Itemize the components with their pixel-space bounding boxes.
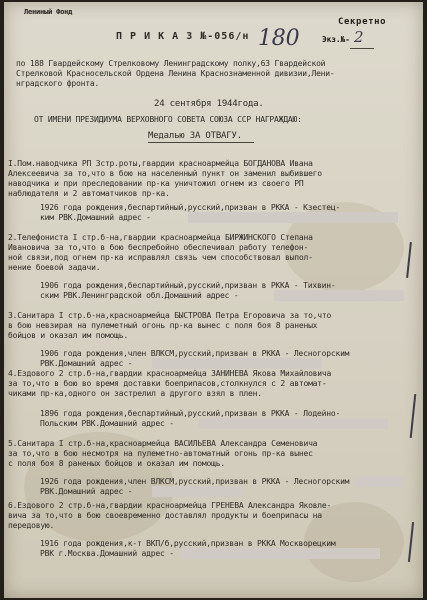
entry-bio-line: РВК г.Москва.Домашний адрес - <box>40 549 174 558</box>
redacted-address <box>152 486 242 497</box>
preamble-line: нградского фронта. <box>16 79 100 88</box>
medal-title: Медалью ЗА ОТВАГУ. <box>148 131 242 141</box>
copy-number: 2 <box>354 28 364 46</box>
entry-line: Алексеевича за то,что в бою на населенный пункт он заменил выбившего <box>8 169 322 178</box>
redacted-address <box>274 290 404 301</box>
entry-line: нение боевой задачи. <box>8 263 101 272</box>
entry-bio-line: 1916 года рождения,к-т ВКП/б,русский,призван в РККА Москворецким <box>40 539 336 548</box>
entry-bio-line: Польским РВК.Домашний адрес - <box>40 419 174 428</box>
entry-line: ной связи,под огнем пр-ка исправлял связь чем способствовал выпол- <box>8 253 313 262</box>
secret-label: Секретно <box>338 17 387 27</box>
handwritten-number: 180 <box>258 26 300 51</box>
entry-bio-line: 1906 года рождения,член ВЛКСМ,русский,призван в РККА - Лесногорским <box>40 349 350 358</box>
entry-bio-line: ским РВК.Ленинградской обл.Домашний адрес - <box>40 291 239 300</box>
entry-line: I.Пом.наводчика РП 3стр.роты,гвардии красноармейца БОГДАНОВА Ивана <box>8 159 313 168</box>
entry-line: чиками пр-ка,одного он застрелил а другого взял в плен. <box>8 389 262 398</box>
award-line: ОТ ИМЕНИ ПРЕЗИДИУМА ВЕРХОВНОГО СОВЕТА СОЮЗА ССР НАГРАЖДАЮ: <box>34 115 302 124</box>
order-date: 24 сентября 1944года. <box>154 99 264 109</box>
entry-line: наводчика и при преследовании пр-ка уничтожил огнем из своего РП <box>8 179 304 188</box>
redacted-address <box>152 358 322 369</box>
medal-title-underline <box>148 142 254 143</box>
entry-line: за то,что в бою несмотря на пулеметно-автоматный огонь пр-ка вынес <box>8 449 313 458</box>
entry-line: за то,что в бою во время доставки боеприпасов,столкнулся с 2 автомат- <box>8 379 327 388</box>
entry-line: вича за то,что в бою своевременно доставлял продукты и боеприпасы на <box>8 511 322 520</box>
entry-line: 5.Санитара I стр.б-на,красноармейца ВАСИЛЬЕВА Александра Семеновича <box>8 439 318 448</box>
entry-bio-line: 1926 года рождения,беспартийный,русский,призван в РККА - Кзестец- <box>40 203 341 212</box>
entry-line: бойцов и оказал им помощь. <box>8 331 129 340</box>
preamble-line: Стрелковой Красносельской Ордена Ленина Краснознаменной дивизии,Лени- <box>16 69 335 78</box>
redacted-address <box>180 548 380 559</box>
redacted-address <box>188 212 398 223</box>
redacted-address <box>198 418 388 429</box>
preamble-line: по 188 Гвардейскому Стрелковому Ленинградскому полку,63 Гвардейской <box>16 59 326 68</box>
entry-line: 2.Телефониста I стр.б-на,гвардии красноармейца БИРЖИНСКОГО Степана <box>8 233 313 242</box>
entry-line: наблюдателя и 2 автоматчиков пр-ка. <box>8 189 170 198</box>
copy-label: Экз.№- <box>322 35 350 44</box>
entry-line: с поля боя 8 раненых бойцов и оказал им помощь. <box>8 459 225 468</box>
entry-bio-line: РВК.Домашний адрес - <box>40 359 133 368</box>
order-title: П Р И К А З №-056/н <box>116 31 250 42</box>
entry-line: 4.Ездового 2 стр.б-на,гвардии красноармейца ЗАНИНЕВА Якова Михайловича <box>8 369 332 378</box>
entry-bio-line: 1926 года рождения,член ВЛКСМ,русский,призван в РККА - Лесногорским <box>40 477 350 486</box>
margin-pencil-mark <box>406 242 412 278</box>
document-sheet <box>4 2 423 598</box>
entry-line: 3.Санитара I стр.б-на,красноармейца БЫСТРОВА Петра Егоровича за то,что <box>8 311 332 320</box>
copy-number-underline <box>350 48 374 49</box>
margin-pencil-mark <box>408 522 414 562</box>
entry-bio-line: ким РВК.Домашний адрес - <box>40 213 151 222</box>
margin-pencil-mark <box>410 394 417 438</box>
entry-bio-line: РВК.Домашний адрес - <box>40 487 133 496</box>
entry-line: передовую. <box>8 521 55 530</box>
entry-bio-line: 1896 года рождения,беспартийный,русский,призван в РККА - Лодейно- <box>40 409 341 418</box>
entry-bio-line: 1906 года рождения,беспартийный,русский,призван в РККА - Тихвин- <box>40 281 336 290</box>
redacted-address <box>354 476 404 487</box>
entry-line: 6.Ездового 2 стр.б-на,гвардии красноармейца ГРЕНЕВА Александра Яковле- <box>8 501 332 510</box>
entry-line: в бою невзирая на пулеметный огонь пр-ка вынес с поля боя 8 раненых <box>8 321 318 330</box>
archive-stamp: Лениный Фонд <box>24 8 73 16</box>
entry-line: Ивановича за то,что в бою беспребойно обеспечивал работу телефон- <box>8 243 309 252</box>
